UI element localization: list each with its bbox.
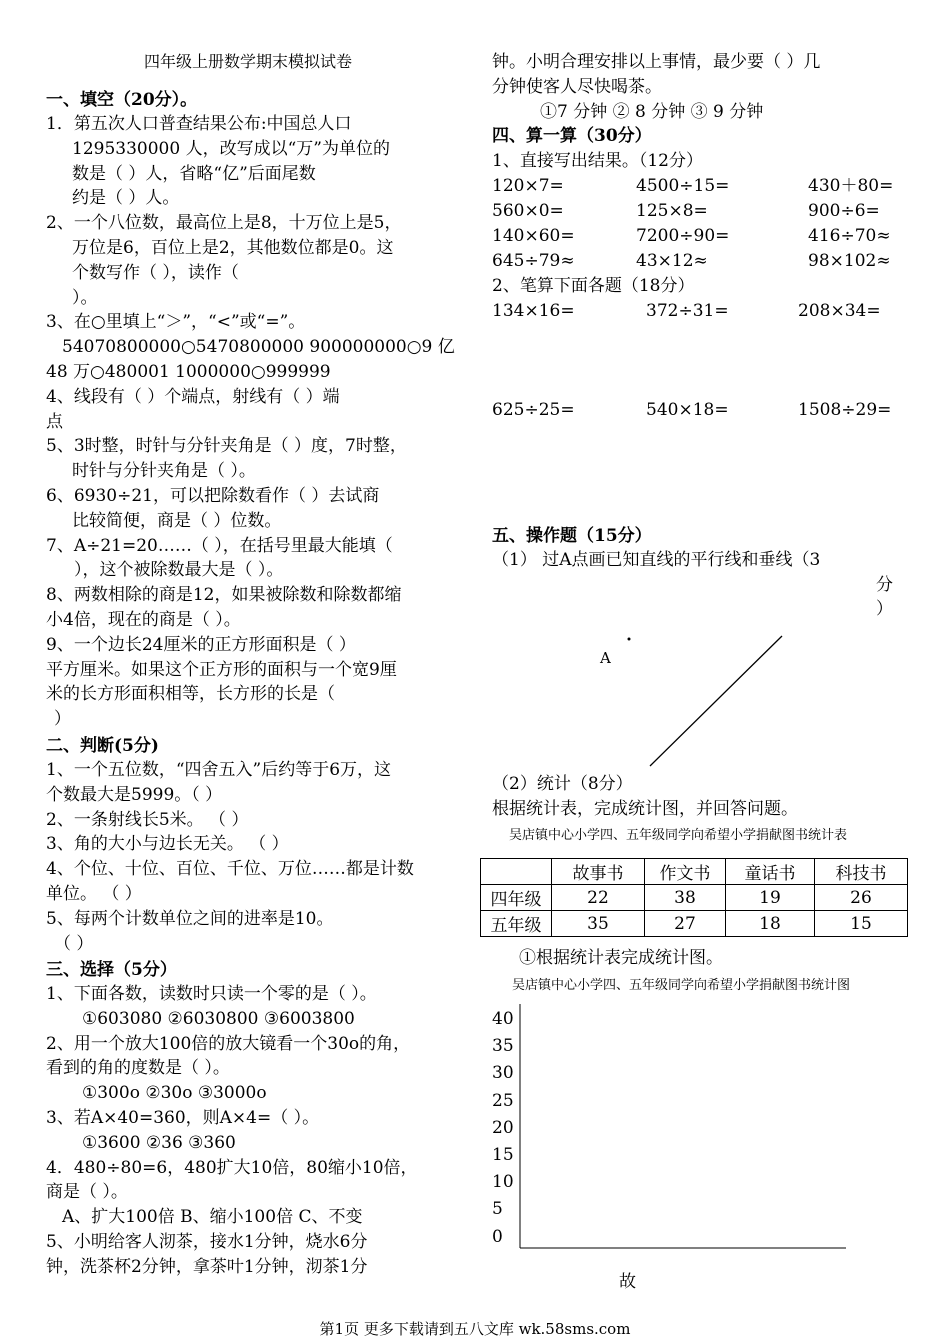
- table-cell: 五年级: [481, 911, 552, 937]
- text-line: 8、两数相除的商是12，如果被除数和除数都缩: [46, 585, 402, 606]
- text-line: 3、角的大小与边长无关。 （ ）: [46, 834, 289, 855]
- text-line: 钟。小明合理安排以上事情，最少要（ ）几: [492, 52, 821, 72]
- text-line: 数是（ ）人，省略“亿”后面尾数: [72, 163, 316, 184]
- text-line: 4、个位、十位、百位、千位、万位……都是计数: [46, 859, 414, 880]
- text-line: 1．第五次人口普查结果公布:中国总人口: [46, 114, 352, 134]
- table-cell: 35: [552, 911, 645, 937]
- y-tick-label: 20: [492, 1117, 514, 1138]
- table-cell: 27: [645, 911, 726, 937]
- calc-item: 560×0=: [492, 201, 564, 221]
- q2-desc: 根据统计表，完成统计图，并回答问题。: [492, 799, 798, 819]
- section-2-heading: 二、判断(5分): [46, 736, 159, 756]
- y-tick-label: 10: [492, 1172, 514, 1193]
- table-cell: 26: [815, 885, 908, 911]
- table-cell: 作文书: [645, 859, 726, 885]
- table-cell: 科技书: [815, 859, 908, 885]
- text-line: 米的长方形面积相等，长方形的长是（: [46, 684, 335, 705]
- calc-item: 900÷6=: [808, 201, 880, 221]
- q1-tail-1: 分: [876, 575, 893, 595]
- calc-item: 120×7=: [492, 176, 564, 196]
- section-5-heading: 五、操作题（15分）: [492, 526, 652, 546]
- section-4-sub2: 2、笔算下面各题（18分）: [492, 276, 695, 296]
- text-line: 单位。 （ ）: [46, 884, 142, 904]
- table-cell: 38: [645, 885, 726, 911]
- text-line: 2、一条射线长5米。 （ ）: [46, 809, 249, 830]
- text-line: （ ）: [54, 933, 94, 954]
- text-line: ）。: [72, 287, 98, 308]
- calc-item: 4500÷15=: [636, 176, 730, 196]
- y-tick-label: 40: [492, 1009, 514, 1029]
- text-line: 个数写作（ ），读作（: [72, 262, 239, 283]
- table-cell: 22: [552, 885, 645, 911]
- text-line: 6、6930÷21，可以把除数看作（ ）去试商: [46, 486, 380, 506]
- table-title: 吴店镇中心小学四、五年级同学向希望小学捐献图书统计表: [509, 828, 848, 843]
- written-item: 625÷25=: [492, 400, 575, 420]
- section-1-heading: 一、填空（20分）。: [46, 90, 198, 110]
- calc-item: 7200÷90=: [636, 226, 730, 246]
- y-tick-label: 30: [492, 1063, 514, 1084]
- q2-1-text: ①根据统计表完成统计图。: [519, 948, 723, 968]
- calc-item: 416÷70≈: [808, 226, 891, 246]
- calc-item: 645÷79≈: [492, 251, 575, 271]
- text-line: 2、用一个放大100倍的放大镜看一个30o的角，: [46, 1033, 411, 1054]
- text-line: 平方厘米。如果这个正方形的面积与一个宽9厘: [46, 659, 397, 680]
- calc-item: 43×12≈: [636, 251, 708, 271]
- q2-text: （2）统计（8分）: [492, 774, 633, 794]
- table-cell: 19: [726, 885, 815, 911]
- text-line: 约是（ ）人。: [72, 188, 180, 209]
- q1-tail-2: ）: [876, 599, 893, 619]
- text-line: 比较简便，商是（ ）位数。: [72, 510, 282, 531]
- calc-item: 140×60=: [492, 226, 575, 246]
- written-item: 208×34=: [798, 301, 881, 321]
- point-a-label: A: [600, 649, 611, 667]
- text-line: 1、一个五位数，“四舍五入”后约等于6万，这: [46, 760, 392, 780]
- section-3-heading: 三、选择（5分）: [46, 960, 177, 980]
- x-axis-label: 故: [619, 1272, 636, 1292]
- y-tick-label: 15: [492, 1145, 514, 1165]
- text-line: 48 万○480001 1000000○999999: [46, 362, 331, 382]
- text-line: 4、线段有（ ）个端点，射线有（ ）端: [46, 386, 340, 407]
- calc-item: 98×102≈: [808, 251, 891, 271]
- text-line: A、扩大100倍 B、缩小100倍 C、不变: [62, 1207, 363, 1228]
- text-line: 4．480÷80=6，480扩大10倍，80缩小10倍，: [46, 1157, 418, 1178]
- text-line: ），这个被除数最大是（ ）。: [74, 560, 284, 581]
- text-line: 钟，洗茶杯2分钟，拿茶叶1分钟，沏茶1分: [46, 1256, 368, 1277]
- text-line: 个数最大是5999。（ ）: [46, 784, 223, 805]
- page-footer: 第1页 更多下载请到五八文库 wk.58sms.com: [319, 1320, 631, 1338]
- q1-text: （1） 过A点画已知直线的平行线和垂线（3: [492, 550, 821, 570]
- text-line: 商是（ ）。: [46, 1182, 128, 1203]
- text-line: 54070800000○5470800000 900000000○9 亿: [62, 337, 455, 358]
- calc-item: 430＋80=: [808, 176, 894, 196]
- y-tick-label: 25: [492, 1090, 514, 1111]
- table-cell: 15: [815, 911, 908, 937]
- text-line: ①300o ②30o ③3000o: [82, 1083, 267, 1104]
- text-line: 7、A÷21=20……（ ），在括号里最大能填（: [46, 535, 393, 556]
- text-line: 5、每两个计数单位之间的进率是10。: [46, 908, 334, 929]
- written-item: 540×18=: [646, 400, 729, 420]
- calc-item: 125×8=: [636, 201, 708, 221]
- y-tick-label: 0: [492, 1226, 503, 1247]
- written-item: 1508÷29=: [798, 400, 892, 420]
- page-title: 四年级上册数学期末模拟试卷: [144, 52, 353, 71]
- y-tick-label: 5: [492, 1199, 503, 1220]
- chart-title: 吴店镇中心小学四、五年级同学向希望小学捐献图书统计图: [512, 978, 851, 993]
- text-line: 1295330000 人，改写成以“万”为单位的: [72, 138, 390, 159]
- table-cell: 18: [726, 911, 815, 937]
- section-4-heading: 四、算一算（30分）: [492, 126, 652, 146]
- text-line: ①3600 ②36 ③360: [82, 1132, 236, 1153]
- text-line: 9、一个边长24厘米的正方形面积是（ ）: [46, 634, 356, 655]
- text-line: 3、若A×40=360，则A×4=（ ）。: [46, 1108, 320, 1128]
- text-line: 点: [46, 411, 63, 432]
- text-line: 3、在○里填上“＞”，“<”或“=”。: [46, 312, 306, 333]
- text-line: 2、一个八位数，最高位上是8，十万位上是5，: [46, 213, 402, 234]
- text-line: 万位是6，百位上是2，其他数位都是0。这: [72, 238, 394, 258]
- table-cell: 童话书: [726, 859, 815, 885]
- text-line: ①603080 ②6030800 ③6003800: [82, 1008, 355, 1029]
- text-line: 时针与分针夹角是（ ）。: [72, 461, 256, 482]
- text-line: 1、下面各数，读数时只读一个零的是（ ）。: [46, 984, 377, 1004]
- y-tick-label: 35: [492, 1036, 514, 1057]
- text-line: 5、3时整，时针与分针夹角是（ ）度，7时整，: [46, 436, 407, 457]
- text-line: 小4倍，现在的商是（ ）。: [46, 610, 241, 630]
- table-cell: 故事书: [552, 859, 645, 885]
- text-line: ①7 分钟 ② 8 分钟 ③ 9 分钟: [540, 102, 764, 122]
- text-line: 5、小明给客人沏茶，接水1分钟，烧水6分: [46, 1232, 368, 1252]
- table-cell: 四年级: [481, 885, 552, 911]
- written-item: 134×16=: [492, 301, 575, 321]
- written-item: 372÷31=: [646, 301, 729, 321]
- text-line: 看到的角的度数是（ ）。: [46, 1058, 230, 1079]
- text-line: 分钟使客人尽快喝茶。: [492, 77, 662, 97]
- text-line: ）: [54, 709, 71, 730]
- section-4-sub1: 1、直接写出结果。（12分）: [492, 151, 703, 171]
